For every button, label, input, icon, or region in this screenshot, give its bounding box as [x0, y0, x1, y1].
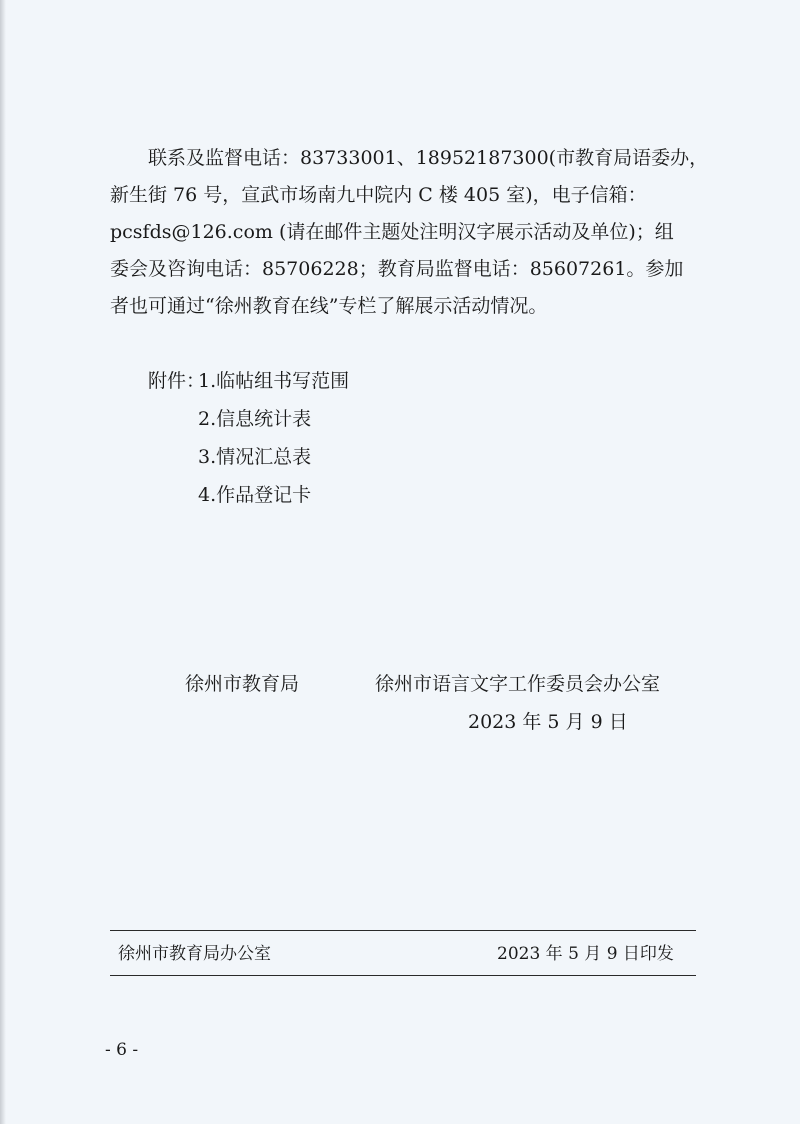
- contact-line-2: 新生街 76 号，宣武市场南九中院内 C 楼 405 室)，电子信箱：: [110, 184, 647, 206]
- attachments-list: [148, 362, 349, 514]
- attachment-row-2: [148, 400, 349, 438]
- footer-bottom-rule: [110, 975, 696, 976]
- contact-line-1: 联系及监督电话：83733001、18952187300(市教育局语委办，: [148, 147, 709, 169]
- signer-education-bureau: 徐州市教育局: [185, 673, 300, 695]
- attachment-item: 1.临帖组书写范围: [198, 370, 350, 392]
- contact-line-5: 者也可通过“徐州教育在线”专栏了解展示活动情况。: [110, 295, 548, 317]
- attachment-row-3: [148, 438, 349, 476]
- contact-line-3: pcsfds@126.com (请在邮件主题处注明汉字展示活动及单位)；组: [110, 221, 674, 243]
- attachment-item: 4.作品登记卡: [198, 484, 312, 506]
- contact-paragraph: [110, 140, 709, 325]
- attachment-row-1: [148, 362, 349, 400]
- footer-issuer: 徐州市教育局办公室: [118, 944, 271, 964]
- footer-issue-date: 2023 年 5 月 9 日印发: [497, 944, 674, 964]
- signature-date: 2023 年 5 月 9 日: [468, 711, 628, 733]
- contact-line-4: 委会及咨询电话：85706228；教育局监督电话：85607261。参加: [110, 258, 684, 280]
- page-number: - 6 -: [105, 1040, 139, 1060]
- scan-edge-shadow: [0, 0, 6, 1124]
- attachment-row-4: [148, 476, 349, 514]
- attachments-label: 附件：: [148, 370, 206, 392]
- attachment-item: 3.情况汇总表: [198, 446, 312, 468]
- footer-top-rule: [110, 930, 696, 931]
- signer-language-committee-office: 徐州市语言文字工作委员会办公室: [375, 673, 661, 695]
- attachment-item: 2.信息统计表: [198, 408, 312, 430]
